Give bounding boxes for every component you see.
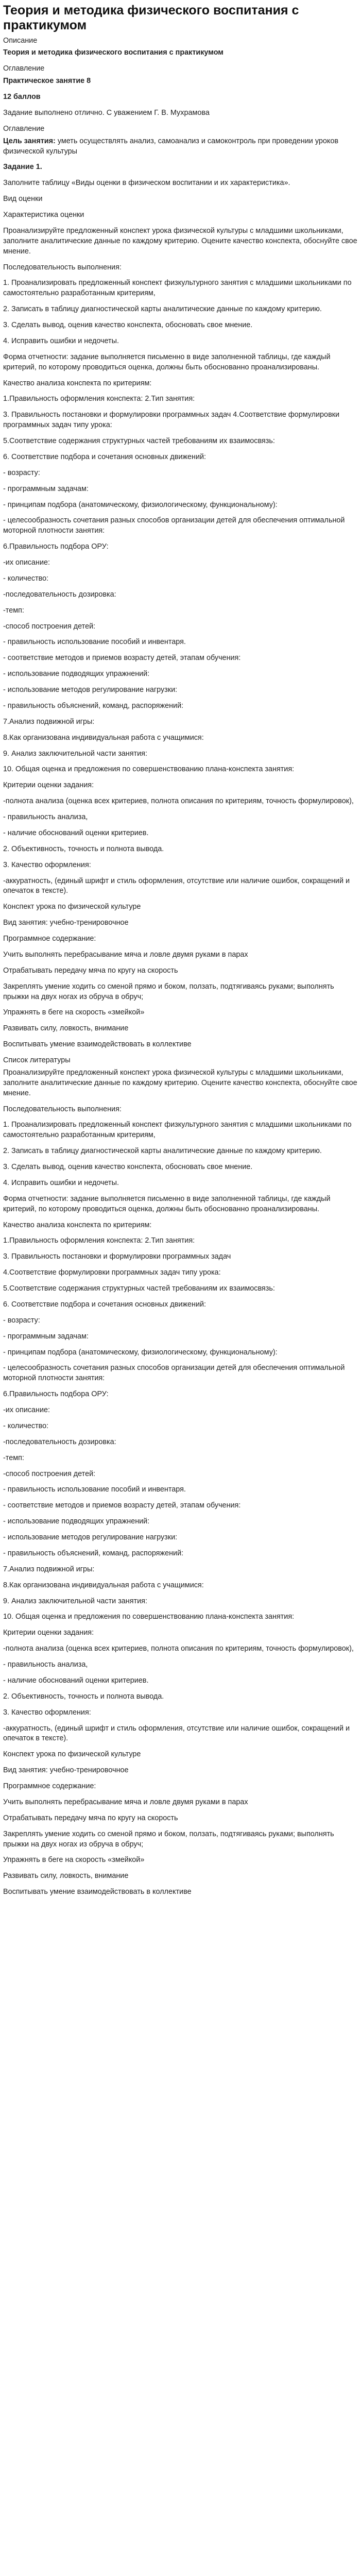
paragraph-text: Воспитывать умение взаимодействовать в коллективе: [3, 1888, 192, 1896]
paragraph-text: - программным задачам:: [3, 1332, 89, 1341]
paragraph: [3, 1316, 358, 1326]
paragraph: [3, 828, 358, 839]
paragraph-text: - правильность объяснений, команд, распоряжений:: [3, 701, 184, 710]
paragraph-text: - наличие обоснований оценки критериев.: [3, 828, 149, 837]
paragraph-text: 6. Соответствие подбора и сочетания основных движений:: [3, 1300, 207, 1309]
paragraph: [3, 1485, 358, 1495]
paragraph: [3, 394, 358, 404]
paragraph-text: 4.Соответствие формулировки программных задач типу урока:: [3, 1268, 221, 1277]
paragraph: [3, 1814, 358, 1824]
paragraph: [3, 637, 358, 648]
paragraph-text: - наличие обоснований оценки критериев.: [3, 1676, 149, 1685]
paragraph-text: 2. Записать в таблицу диагностической карты аналитические данные по каждому критерию.: [3, 305, 322, 314]
paragraph: [3, 1284, 358, 1294]
paragraph: [3, 558, 358, 568]
document-body: [3, 36, 358, 1898]
paragraph-text: 7.Анализ подвижной игры:: [3, 717, 95, 726]
paragraph: [3, 1750, 358, 1760]
paragraph-text: Проанализируйте предложенный конспект урока физической культуры с младшими школьниками, заполните аналитические данные по каждому критерию. Оцените качество конспекта, обоснуйте свое мнение.: [3, 1068, 359, 1097]
paragraph: [3, 860, 358, 871]
paragraph: [3, 1855, 358, 1866]
page-title: Теория и методика физического воспитания с практикумом: [3, 3, 299, 32]
paragraph-text: - принципам подбора (анатомическому, физиологическому, функциональному):: [3, 500, 278, 509]
paragraph: [3, 1766, 358, 1776]
paragraph: [3, 226, 358, 257]
paragraph-text: Задание выполнено отлично. С уважением Г. В. Мухрамова: [3, 108, 210, 117]
paragraph-text: Воспитывать умение взаимодействовать в коллективе: [3, 1040, 192, 1049]
paragraph-text: - соответствие методов и приемов возрасту детей, этапам обучения:: [3, 1501, 241, 1510]
paragraph-text: 10. Общая оценка и предложения по совершенствованию плана-конспекта занятия:: [3, 765, 295, 774]
paragraph-text: Программное содержание:: [3, 1782, 96, 1790]
paragraph-text: 1.Правильность оформления конспекта: 2.Тип занятия:: [3, 1236, 195, 1245]
paragraph-text: 6.Правильность подбора ОРУ:: [3, 1390, 109, 1399]
paragraph-text: Конспект урока по физической культуре: [3, 1750, 141, 1759]
paragraph: [3, 902, 358, 912]
paragraph: [3, 1597, 358, 1607]
paragraph-text: -темп:: [3, 606, 24, 615]
paragraph: [3, 669, 358, 680]
paragraph: [3, 1421, 358, 1432]
paragraph-text: 2. Объективность, точность и полнота вывода.: [3, 1692, 164, 1701]
paragraph-text: 5.Соответствие содержания структурных частей требованиям их взаимосвязь:: [3, 1284, 275, 1293]
paragraph-text: Вид оценки: [3, 195, 43, 204]
paragraph-text: 4. Исправить ошибки и недочеты.: [3, 336, 119, 345]
paragraph: [3, 733, 358, 743]
paragraph: [3, 1178, 358, 1189]
paragraph-text: Заполните таблицу «Виды оценки в физическом воспитании и их характеристика».: [3, 179, 290, 188]
paragraph-text: -аккуратность, (единый шрифт и стиль оформления, отсутствие или наличие ошибок, сокращений и опечаток в тексте).: [3, 1724, 352, 1743]
paragraph: [3, 701, 358, 711]
paragraph: [3, 1300, 358, 1310]
paragraph: [3, 210, 358, 221]
paragraph-text: -последовательность дозировка:: [3, 1437, 116, 1446]
paragraph-text: Учить выполнять перебрасывание мяча и ловле двумя руками в парах: [3, 1798, 248, 1806]
paragraph-text: Вид занятия: учебно-тренировочное: [3, 919, 129, 927]
paragraph-text: - правильность анализа,: [3, 813, 88, 821]
paragraph-text: 6.Правильность подбора ОРУ:: [3, 543, 109, 551]
paragraph: [3, 1348, 358, 1358]
paragraph: [3, 918, 358, 928]
paragraph-text: 3. Качество оформления:: [3, 1708, 91, 1717]
paragraph-text: 9. Анализ заключительной части занятия:: [3, 1597, 147, 1605]
paragraph-text: уметь осуществлять анализ, самоанализ и самоконтроль при проведении уроков физической культуры: [3, 137, 340, 156]
paragraph: [3, 781, 358, 791]
paragraph: [3, 1782, 358, 1792]
paragraph-text: -аккуратность, (единый шрифт и стиль оформления, отсутствие или наличие ошибок, сокращений и опечаток в тексте).: [3, 876, 352, 895]
paragraph-text: - использование подводящих упражнений:: [3, 670, 150, 679]
paragraph: [3, 1194, 358, 1215]
paragraph-text: - соответствие методов и приемов возрасту детей, этапам обучения:: [3, 654, 241, 663]
paragraph: [3, 76, 358, 87]
paragraph-text: Описание: [3, 36, 38, 45]
paragraph: [3, 1871, 358, 1882]
paragraph-text: -полнота анализа (оценка всех критериев, полнота описания по критериям, точность формулировок),: [3, 1645, 354, 1653]
paragraph: [3, 137, 358, 157]
paragraph-text: -последовательность дозировка:: [3, 590, 116, 599]
paragraph-text: Характеристика оценки: [3, 211, 84, 219]
paragraph: [3, 1565, 358, 1575]
paragraph-text: -темп:: [3, 1453, 24, 1462]
paragraph-text: Форма отчетности: задание выполняется письменно в виде заполненной таблицы, где каждый критерий, по которому проводиться оценка, должны быть обоснованно проанализированы.: [3, 352, 333, 371]
paragraph: [3, 1040, 358, 1050]
paragraph-text: 8.Как организована индивидуальная работа с учащимися:: [3, 1581, 204, 1589]
paragraph-text: - количество:: [3, 1421, 49, 1430]
paragraph: [3, 1724, 358, 1744]
paragraph: [3, 1146, 358, 1157]
paragraph-text: Закреплять умение ходить со сменой прямо и боком, ползать, подтягиваясь руками; выполнять прыжки на двух ногах из обруча в обруч;: [3, 982, 336, 1001]
paragraph: [3, 410, 358, 431]
paragraph: [3, 844, 358, 855]
paragraph-text: 6. Соответствие подбора и сочетания основных движений:: [3, 452, 207, 461]
paragraph-text: Задание 1.: [3, 163, 42, 172]
paragraph-text: - возрасту:: [3, 468, 40, 477]
paragraph: [3, 436, 358, 447]
paragraph: [3, 1692, 358, 1702]
paragraph-text: 7.Анализ подвижной игры:: [3, 1565, 95, 1573]
paragraph: [3, 263, 358, 273]
paragraph: [3, 108, 358, 118]
paragraph-text: - принципам подбора (анатомическому, физиологическому, функциональному):: [3, 1348, 278, 1357]
paragraph-text: Вид занятия: учебно-тренировочное: [3, 1766, 129, 1775]
paragraph: [3, 178, 358, 189]
paragraph-text: Проанализируйте предложенный конспект урока физической культуры с младшими школьниками, заполните аналитические данные по каждому критерию. Оцените качество конспекта, обоснуйте свое мнение.: [3, 226, 359, 256]
paragraph-text: 1.Правильность оформления конспекта: 2.Тип занятия:: [3, 395, 195, 403]
paragraph: [3, 574, 358, 584]
paragraph: [3, 812, 358, 823]
paragraph: [3, 1120, 358, 1141]
paragraph-text: 1. Проанализировать предложенный конспект физкультурного занятия с младшими школьниками по самостоятельно разработанным критериям,: [3, 279, 354, 298]
paragraph-text: 2. Объективность, точность и полнота вывода.: [3, 844, 164, 853]
paragraph: [3, 162, 358, 173]
paragraph-text: - правильность использование пособий и инвентаря.: [3, 1485, 186, 1494]
paragraph: [3, 64, 358, 74]
paragraph: [3, 1332, 358, 1342]
paragraph: [3, 1221, 358, 1231]
paragraph-text: - правильность использование пособий и инвентаря.: [3, 638, 186, 647]
paragraph-text: - возрасту:: [3, 1316, 40, 1325]
paragraph-text: - правильность объяснений, команд, распоряжений:: [3, 1549, 184, 1557]
paragraph: [3, 685, 358, 696]
paragraph-text: -полнота анализа (оценка всех критериев, полнота описания по критериям, точность формулировок),: [3, 797, 354, 806]
paragraph-text: 8.Как организована индивидуальная работа с учащимися:: [3, 733, 204, 742]
paragraph: [3, 1268, 358, 1278]
paragraph-text: Отрабатывать передачу мяча по кругу на скорость: [3, 966, 178, 975]
paragraph: [3, 1024, 358, 1034]
paragraph-text: - использование методов регулирование нагрузки:: [3, 1533, 178, 1541]
paragraph: [3, 1363, 358, 1384]
paragraph: [3, 1453, 358, 1464]
paragraph-text: Отрабатывать передачу мяча по кругу на скорость: [3, 1814, 178, 1822]
paragraph-text: -способ построения детей:: [3, 622, 96, 631]
paragraph: [3, 1660, 358, 1670]
paragraph: [3, 1533, 358, 1543]
paragraph: [3, 320, 358, 331]
paragraph-text: Конспект урока по физической культуре: [3, 903, 141, 911]
paragraph: [3, 1708, 358, 1718]
paragraph: [3, 1008, 358, 1018]
paragraph: [3, 1389, 358, 1400]
paragraph-text: 9. Анализ заключительной части занятия:: [3, 749, 147, 758]
paragraph-text: Последовательность выполнения:: [3, 263, 122, 272]
paragraph: [3, 1887, 358, 1897]
paragraph: [3, 1501, 358, 1511]
paragraph-text: 10. Общая оценка и предложения по совершенствованию плана-конспекта занятия:: [3, 1613, 295, 1621]
paragraph-text: -способ построения детей:: [3, 1469, 96, 1478]
paragraph: [3, 590, 358, 600]
paragraph-text: 5.Соответствие содержания структурных частей требованиям их взаимосвязь:: [3, 437, 275, 445]
paragraph: [3, 1469, 358, 1480]
paragraph: [3, 749, 358, 759]
paragraph: [3, 1581, 358, 1591]
paragraph: [3, 278, 358, 299]
paragraph-text: 3. Правильность постановки и формулировки программных задач 4.Соответствие формулировки программных задач типу урока:: [3, 411, 342, 430]
paragraph: [3, 379, 358, 389]
paragraph: [3, 500, 358, 511]
paragraph: [3, 1644, 358, 1654]
paragraph-text: -их описание:: [3, 558, 50, 567]
paragraph: [3, 452, 358, 463]
paragraph: [3, 1517, 358, 1527]
paragraph: [3, 1162, 358, 1173]
paragraph-text: 12 баллов: [3, 93, 41, 101]
paragraph: [3, 1829, 358, 1850]
paragraph: [3, 36, 358, 46]
paragraph: [3, 653, 358, 664]
paragraph: [3, 966, 358, 976]
paragraph: [3, 542, 358, 552]
paragraph-text: Теория и методика физического воспитания с практикумом: [3, 48, 224, 57]
paragraph-text: 1. Проанализировать предложенный конспект физкультурного занятия с младшими школьниками по самостоятельно разработанным критериям,: [3, 1121, 354, 1140]
paragraph: [3, 1105, 358, 1115]
paragraph: [3, 352, 358, 373]
paragraph: [3, 622, 358, 632]
paragraph: [3, 124, 358, 134]
paragraph-text: 3. Правильность постановки и формулировки программных задач: [3, 1252, 231, 1261]
paragraph-text: Оглавление: [3, 64, 45, 73]
paragraph: [3, 1056, 358, 1066]
paragraph-text: Учить выполнять перебрасывание мяча и ловле двумя руками в парах: [3, 950, 248, 959]
paragraph: [3, 92, 358, 103]
paragraph: [3, 717, 358, 727]
paragraph-label: Цель занятия:: [3, 137, 58, 145]
paragraph: [3, 1236, 358, 1246]
paragraph: [3, 1437, 358, 1448]
paragraph: [3, 876, 358, 897]
paragraph-text: - правильность анализа,: [3, 1660, 88, 1669]
paragraph: [3, 1676, 358, 1686]
paragraph-text: 3. Качество оформления:: [3, 860, 91, 869]
paragraph: [3, 336, 358, 347]
paragraph-text: Практическое занятие 8: [3, 77, 91, 86]
paragraph-text: - количество:: [3, 574, 49, 583]
paragraph: [3, 48, 358, 58]
paragraph: [3, 1252, 358, 1262]
paragraph-text: - программным задачам:: [3, 484, 89, 493]
paragraph: [3, 304, 358, 315]
paragraph-text: Критерии оценки задания:: [3, 781, 94, 790]
paragraph-text: Упражнять в беге на скорость «змейкой»: [3, 1008, 145, 1017]
paragraph: [3, 982, 358, 1003]
paragraph-text: 2. Записать в таблицу диагностической карты аналитические данные по каждому критерию.: [3, 1147, 322, 1156]
paragraph-text: Последовательность выполнения:: [3, 1105, 122, 1113]
paragraph: [3, 1612, 358, 1622]
paragraph: [3, 606, 358, 616]
paragraph: [3, 468, 358, 479]
paragraph-text: - использование подводящих упражнений:: [3, 1517, 150, 1526]
paragraph: [3, 1405, 358, 1416]
paragraph-text: Развивать силу, ловкость, внимание: [3, 1872, 129, 1880]
paragraph-text: Качество анализа конспекта по критериям:: [3, 1221, 152, 1229]
paragraph-text: -их описание:: [3, 1406, 50, 1414]
paragraph-text: 3. Сделать вывод, оценив качество конспекта, обосновать свое мнение.: [3, 321, 253, 329]
paragraph-text: Закреплять умение ходить со сменой прямо и боком, ползать, подтягиваясь руками; выполнять прыжки на двух ногах из обруча в обруч;: [3, 1829, 336, 1849]
paragraph-text: 4. Исправить ошибки и недочеты.: [3, 1178, 119, 1187]
paragraph-text: Упражнять в беге на скорость «змейкой»: [3, 1856, 145, 1865]
paragraph: [3, 516, 358, 536]
paragraph: [3, 1549, 358, 1559]
paragraph: [3, 1068, 358, 1099]
paragraph-text: 3. Сделать вывод, оценив качество конспекта, обосновать свое мнение.: [3, 1163, 253, 1171]
paragraph: [3, 934, 358, 944]
paragraph-text: - целесообразность сочетания разных способов организации детей для обеспечения оптимальной моторной плотности занятия:: [3, 1364, 347, 1383]
paragraph-text: Форма отчетности: задание выполняется письменно в виде заполненной таблицы, где каждый критерий, по которому проводиться оценка, должны быть обоснованно проанализированы.: [3, 1194, 333, 1213]
paragraph: [3, 796, 358, 807]
paragraph: [3, 950, 358, 960]
paragraph: [3, 765, 358, 775]
paragraph: [3, 1628, 358, 1638]
paragraph-text: Критерии оценки задания:: [3, 1629, 94, 1637]
paragraph: [3, 194, 358, 205]
paragraph-text: - использование методов регулирование нагрузки:: [3, 686, 178, 694]
paragraph-text: Развивать силу, ловкость, внимание: [3, 1024, 129, 1033]
paragraph: [3, 1798, 358, 1808]
paragraph-text: Оглавление: [3, 124, 45, 133]
paragraph: [3, 484, 358, 495]
paragraph-text: Качество анализа конспекта по критериям:: [3, 379, 152, 387]
paragraph-text: - целесообразность сочетания разных способов организации детей для обеспечения оптимальной моторной плотности занятия:: [3, 516, 347, 535]
paragraph-text: Программное содержание:: [3, 935, 96, 943]
paragraph-text: Список литературы: [3, 1056, 71, 1064]
